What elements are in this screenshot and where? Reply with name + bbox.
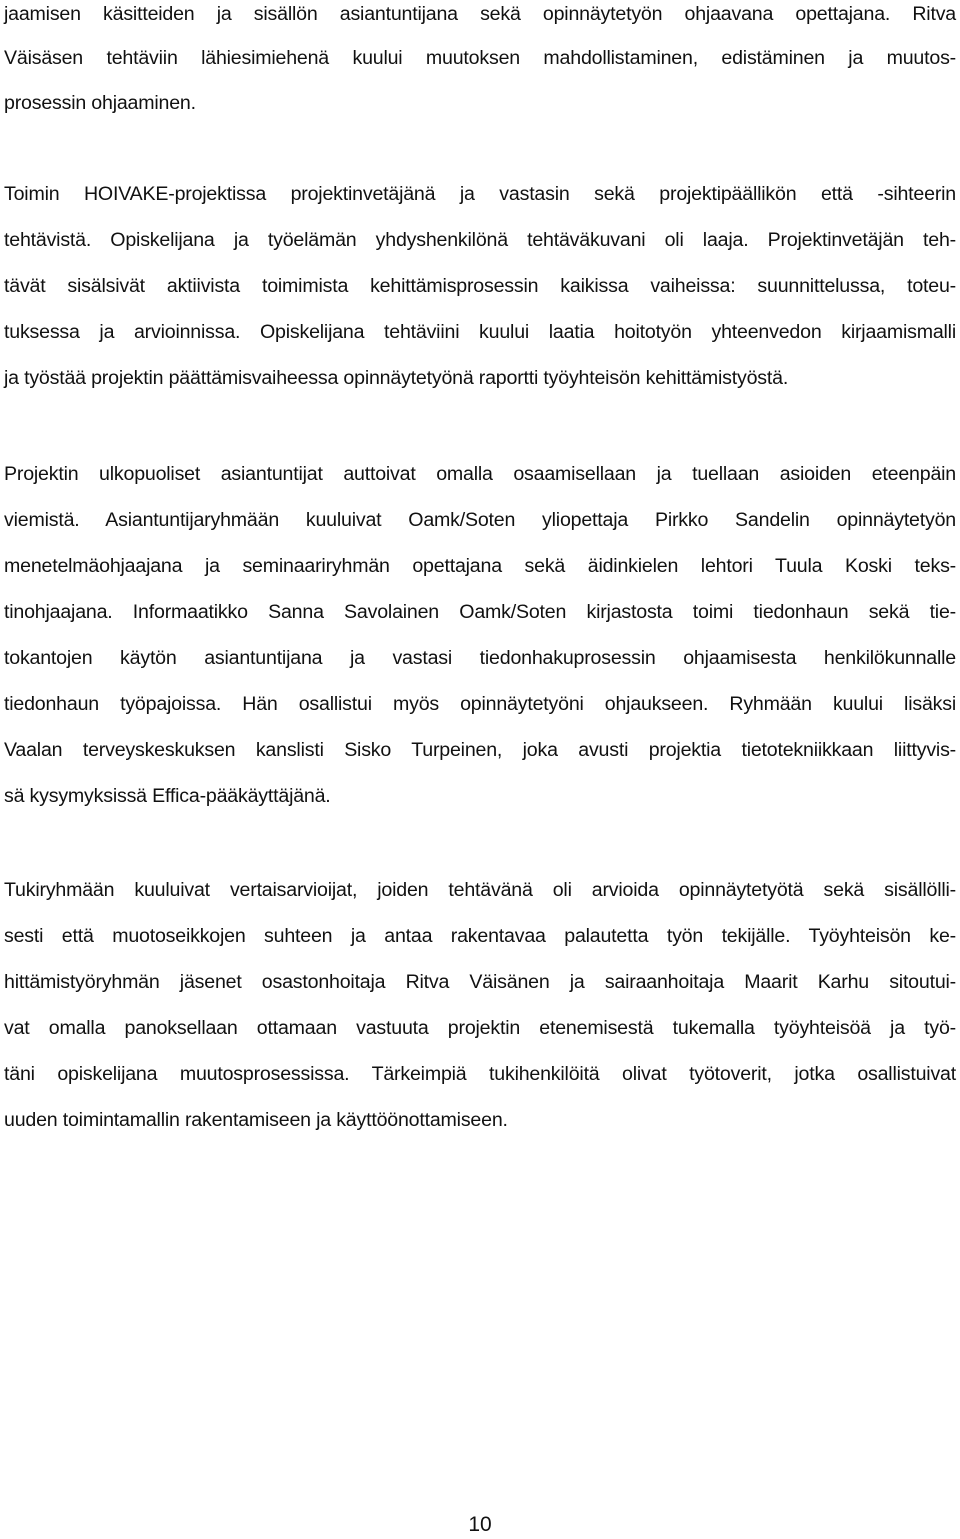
text-line: Vaalan terveyskeskuksen kanslisti Sisko Turpeinen, joka avusti projektia tietotekniikkaan liittyvis- [4,739,956,761]
text-line: tuksessa ja arvioinnissa. Opiskelijana tehtäviini kuului laatia hoitotyön yhteenvedon kirjaamismalli [4,321,956,343]
text-line: vat omalla panoksellaan ottamaan vastuuta projektin etenemisestä tukemalla työyhteisöä ja työ- [4,1017,956,1039]
text-line: Toimin HOIVAKE-projektissa projektinvetäjänä ja vastasin sekä projektipäällikön että -sihteerin [4,183,956,205]
text-line: jaamisen käsitteiden ja sisällön asiantuntijana sekä opinnäytetyön ohjaavana opettajana. Ritva [4,3,956,25]
text-line: tävät sisälsivät aktiivista toimimista kehittämisprosessin kaikissa vaiheissa: suunnittelussa, toteu- [4,275,956,297]
text-line: viemistä. Asiantuntijaryhmään kuuluivat Oamk/Soten yliopettaja Pirkko Sandelin opinnäytetyön [4,509,956,531]
text-line: hittämistyöryhmän jäsenet osastonhoitaja Ritva Väisänen ja sairaanhoitaja Maarit Karhu sitoutui- [4,971,956,993]
text-line: ja työstää projektin päättämisvaiheessa opinnäytetyönä raportti työyhteisön kehittämistyöstä. [4,367,789,389]
text-line: täni opiskelijana muutosprosessissa. Tärkeimpiä tukihenkilöitä olivat työtoverit, jotka osallistuivat [4,1063,956,1085]
text-line: Projektin ulkopuoliset asiantuntijat auttoivat omalla osaamisellaan ja tuellaan asioiden eteenpäin [4,463,956,485]
text-line: Tukiryhmään kuuluivat vertaisarvioijat, joiden tehtävänä oli arvioida opinnäytetyötä sekä sisällölli- [4,879,956,901]
text-line: uuden toimintamallin rakentamiseen ja käyttöönottamiseen. [4,1109,508,1131]
text-line: sä kysymyksissä Effica-pääkäyttäjänä. [4,785,331,807]
text-line: tokantojen käytön asiantuntijana ja vastasi tiedonhakuprosessin ohjaamisesta henkilökunnalle [4,647,956,669]
text-line: sesti että muotoseikkojen suhteen ja antaa rakentavaa palautetta työn tekijälle. Työyhteisön ke- [4,925,956,947]
text-line: tiedonhaun työpajoissa. Hän osallistui myös opinnäytetyöni ohjaukseen. Ryhmään kuului lisäksi [4,693,956,715]
text-line: tinohjaajana. Informaatikko Sanna Savolainen Oamk/Soten kirjastosta toimi tiedonhaun sekä tie- [4,601,956,623]
text-line: menetelmäohjaajana ja seminaariryhmän opettajana sekä äidinkielen lehtori Tuula Koski teks- [4,555,956,577]
page-number: 10 [468,1513,492,1536]
text-line: Väisäsen tehtäviin lähiesimiehenä kuului muutoksen mahdollistaminen, edistäminen ja muutos- [4,47,956,69]
text-line: tehtävistä. Opiskelijana ja työelämän yhdyshenkilönä tehtäväkuvani oli laaja. Projektinvetäjän teh- [4,229,956,251]
text-line: prosessin ohjaaminen. [4,92,196,114]
